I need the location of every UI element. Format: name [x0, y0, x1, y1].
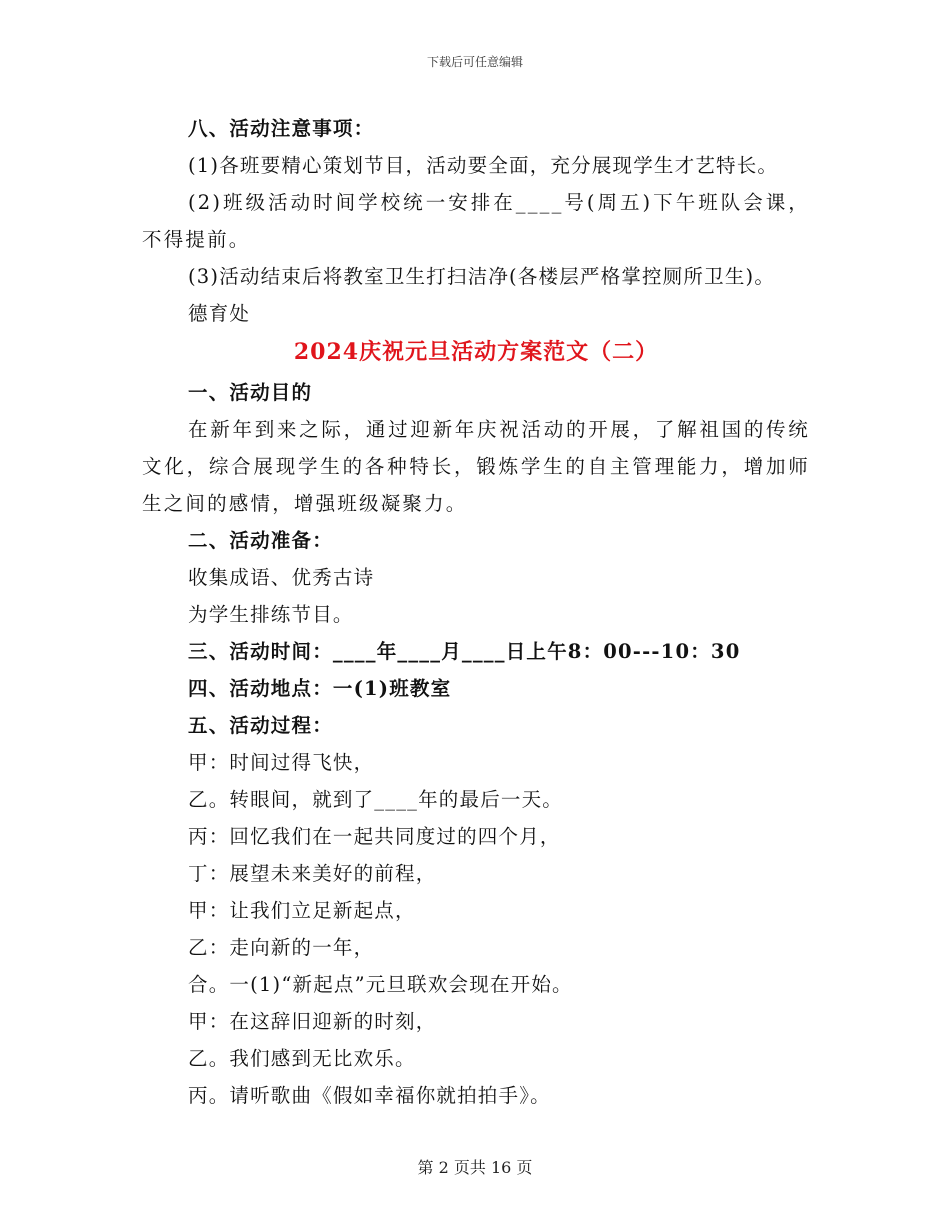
section-2-item-2: 为学生排练节目。 — [188, 603, 354, 626]
dialogue-line: 乙。转眼间，就到了____年的最后一天。 — [188, 788, 564, 811]
section-8-item-1: (1)各班要精心策划节目，活动要全面，充分展现学生才艺特长。 — [188, 154, 779, 177]
dialogue-line: 丙：回忆我们在一起共同度过的四个月， — [188, 825, 561, 848]
section-3-heading: 三、活动时间：____年____月____日上午8：00---10：30 — [188, 640, 741, 663]
signature: 德育处 — [188, 302, 251, 325]
dialogue-line: 丁：展望未来美好的前程， — [188, 862, 437, 885]
section-8-heading: 八、活动注意事项： — [188, 117, 375, 140]
page-header: 下载后可任意编辑 — [426, 55, 523, 69]
dialogue-line: 丙。请听歌曲《假如幸福你就拍拍手》。 — [188, 1084, 551, 1107]
dialogue-line: 甲：让我们立足新起点， — [188, 899, 416, 922]
page-footer: 第 2 页共 16 页 — [417, 1158, 533, 1177]
section-2-item-1: 收集成语、优秀古诗 — [188, 566, 375, 589]
section-4-heading: 四、活动地点：一(1)班教室 — [188, 677, 452, 700]
document-title: 2024庆祝元旦活动方案范文（二） — [293, 339, 659, 365]
dialogue-line: 合。一(1)“新起点”元旦联欢会现在开始。 — [188, 973, 573, 996]
section-5-heading: 五、活动过程： — [188, 714, 333, 737]
dialogue-line: 甲：在这辞旧迎新的时刻， — [188, 1010, 437, 1033]
dialogue-line: 乙。我们感到无比欢乐。 — [188, 1047, 416, 1070]
dialogue-line: 乙：走向新的一年， — [188, 936, 375, 959]
section-1-heading: 一、活动目的 — [188, 381, 313, 404]
section-1-paragraph: 在新年到来之际，通过迎新年庆祝活动的开展，了解祖国的传统文化，综合展现学生的各种特长，锻炼学生的自主管理能力，增加师生之间的感情，增强班级凝聚力。 — [142, 418, 810, 515]
dialogue-line: 甲：时间过得飞快， — [188, 751, 375, 774]
section-2-heading: 二、活动准备： — [188, 529, 333, 552]
document-body — [142, 110, 810, 1114]
section-8-item-2: (2)班级活动时间学校统一安排在____号(周五)下午班队会课，不得提前。 — [142, 191, 810, 251]
section-8-item-3: (3)活动结束后将教室卫生打扫洁净(各楼层严格掌控厕所卫生)。 — [188, 265, 776, 288]
